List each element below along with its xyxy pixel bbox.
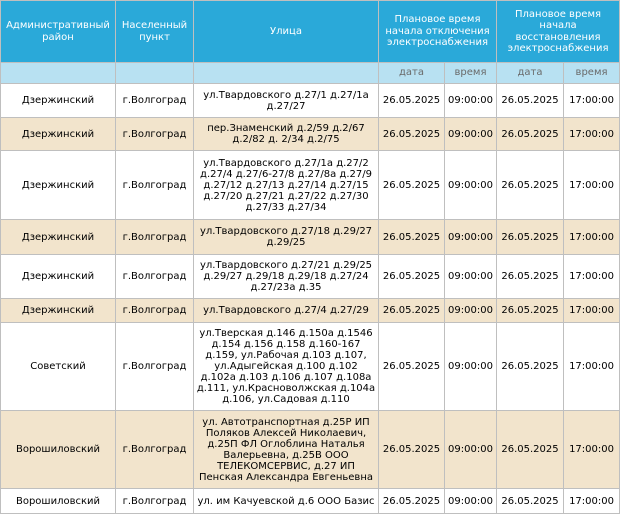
cell-street: ул.Твардовского д.27/21 д.29/25 д.29/27 д.29/18 д.29/18 д.27/24 д.27/23а д.35: [194, 255, 379, 299]
table-row: [1, 84, 620, 118]
table-row: [1, 118, 620, 151]
cell-district: Ворошиловский: [1, 411, 116, 489]
cell-settlement: г.Волгоград: [116, 220, 194, 255]
cell-on-date: 26.05.2025: [497, 411, 564, 489]
header-settlement: Населенный пункт: [116, 1, 194, 63]
cell-off-time: 09:00:00: [445, 323, 497, 411]
subheader-on-date: дата: [497, 63, 564, 84]
cell-district: Дзержинский: [1, 118, 116, 151]
cell-district: Дзержинский: [1, 151, 116, 220]
cell-on-date: 26.05.2025: [497, 255, 564, 299]
cell-settlement: г.Волгоград: [116, 323, 194, 411]
cell-street: ул.Твардовского д.27/4 д.27/29: [194, 299, 379, 323]
cell-street: пер.Знаменский д.2/59 д.2/67 д.2/82 д. 2/34 д.2/75: [194, 118, 379, 151]
cell-district: Дзержинский: [1, 220, 116, 255]
table-row: [1, 151, 620, 220]
cell-on-date: 26.05.2025: [497, 489, 564, 514]
cell-off-date: 26.05.2025: [379, 151, 445, 220]
header-restore-time: Плановое время начала восстановления электроснабжения: [497, 1, 620, 63]
header-row: [1, 1, 620, 63]
cell-off-time: 09:00:00: [445, 151, 497, 220]
cell-on-date: 26.05.2025: [497, 84, 564, 118]
cell-on-time: 17:00:00: [564, 299, 620, 323]
cell-district: Ворошиловский: [1, 489, 116, 514]
cell-district: Дзержинский: [1, 84, 116, 118]
cell-settlement: г.Волгоград: [116, 151, 194, 220]
cell-district: Дзержинский: [1, 299, 116, 323]
cell-on-date: 26.05.2025: [497, 151, 564, 220]
cell-on-time: 17:00:00: [564, 84, 620, 118]
cell-settlement: г.Волгоград: [116, 118, 194, 151]
cell-on-date: 26.05.2025: [497, 220, 564, 255]
cell-on-time: 17:00:00: [564, 151, 620, 220]
cell-off-date: 26.05.2025: [379, 255, 445, 299]
cell-street: ул. им Качуевской д.6 ООО Базис: [194, 489, 379, 514]
cell-off-time: 09:00:00: [445, 220, 497, 255]
cell-settlement: г.Волгоград: [116, 411, 194, 489]
cell-on-time: 17:00:00: [564, 255, 620, 299]
cell-on-time: 17:00:00: [564, 220, 620, 255]
subheader-on-time: время: [564, 63, 620, 84]
cell-settlement: г.Волгоград: [116, 489, 194, 514]
cell-off-time: 09:00:00: [445, 118, 497, 151]
cell-on-time: 17:00:00: [564, 118, 620, 151]
header-district: Административный район: [1, 1, 116, 63]
cell-settlement: г.Волгоград: [116, 84, 194, 118]
header-off-time: Плановое время начала отключения электроснабжения: [379, 1, 497, 63]
cell-street: ул.Твардовского д.27/18 д.29/27 д.29/25: [194, 220, 379, 255]
cell-off-date: 26.05.2025: [379, 118, 445, 151]
cell-on-time: 17:00:00: [564, 411, 620, 489]
cell-off-time: 09:00:00: [445, 489, 497, 514]
cell-on-date: 26.05.2025: [497, 323, 564, 411]
header-street: Улица: [194, 1, 379, 63]
cell-street: ул.Твардовского д.27/1а д.27/2 д.27/4 д.27/6-27/8 д.27/8а д.27/9 д.27/12 д.27/13 д.27/14 д.27/15 д.27/20 д.27/21 д.27/22 д.27/30 д.27/33 д.27/34: [194, 151, 379, 220]
cell-off-time: 09:00:00: [445, 84, 497, 118]
cell-street: ул. Автотранспортная д.25Р ИП Поляков Алексей Николаевич, д.25П ФЛ Оглоблина Наталья Валерьевна, д.25В ООО ТЕЛЕКОМСЕРВИС, д.27 ИП Пенская Александра Евгеньевна: [194, 411, 379, 489]
cell-on-time: 17:00:00: [564, 489, 620, 514]
table-row: [1, 220, 620, 255]
cell-district: Дзержинский: [1, 255, 116, 299]
cell-off-date: 26.05.2025: [379, 323, 445, 411]
table-row: [1, 323, 620, 411]
cell-off-time: 09:00:00: [445, 299, 497, 323]
subheader-row: [1, 63, 620, 84]
table-row: [1, 299, 620, 323]
cell-off-date: 26.05.2025: [379, 84, 445, 118]
table-row: [1, 489, 620, 514]
table-row: [1, 411, 620, 489]
cell-street: ул.Тверская д.146 д.150а д.1546 д.154 д.156 д.158 д.160-167 д.159, ул.Рабочая д.103 д.107, ул.Адыгейская д.100 д.102 д.102а д.103 д.106 д.107 д.108а д.111, ул.Красноволжская д.104а д.106, ул.Садовая д.110: [194, 323, 379, 411]
table-row: [1, 255, 620, 299]
cell-off-date: 26.05.2025: [379, 411, 445, 489]
cell-settlement: г.Волгоград: [116, 299, 194, 323]
cell-settlement: г.Волгоград: [116, 255, 194, 299]
cell-on-date: 26.05.2025: [497, 299, 564, 323]
cell-off-date: 26.05.2025: [379, 299, 445, 323]
subheader-off-time: время: [445, 63, 497, 84]
cell-off-time: 09:00:00: [445, 255, 497, 299]
cell-off-date: 26.05.2025: [379, 489, 445, 514]
cell-district: Советский: [1, 323, 116, 411]
cell-on-date: 26.05.2025: [497, 118, 564, 151]
cell-on-time: 17:00:00: [564, 323, 620, 411]
subheader-off-date: дата: [379, 63, 445, 84]
cell-off-date: 26.05.2025: [379, 220, 445, 255]
cell-street: ул.Твардовского д.27/1 д.27/1а д.27/27: [194, 84, 379, 118]
cell-off-time: 09:00:00: [445, 411, 497, 489]
